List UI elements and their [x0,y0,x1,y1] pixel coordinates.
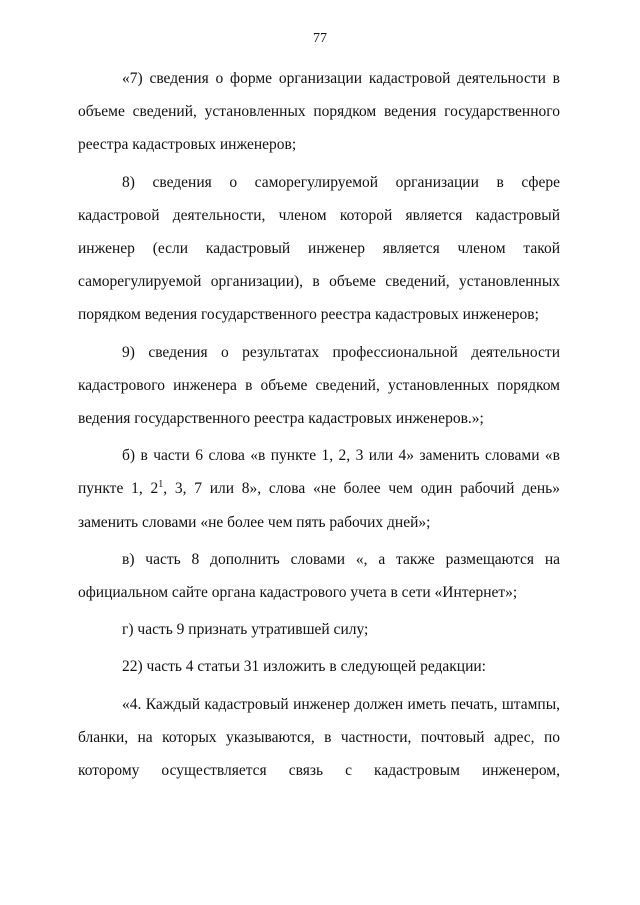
paragraph-article-4: «4. Каждый кадастровый инженер должен иметь печать, штампы, бланки, на которых указываются, в частности, почтовый адрес, по которому осуществляется связь с кадастровым инженером, [78,695,560,780]
paragraph-subitem-b-part2: , 3, 7 или 8», слова «не более чем один рабочий день» заменить словами «не более чем пять рабочих дней»; [78,480,560,531]
superscript-index: 1 [158,479,164,491]
paragraph-subitem-g: г) часть 9 признать утратившей силу; [122,621,369,639]
paragraph-subitem-b [78,439,560,539]
document-body [78,62,560,791]
paragraph-item-7: «7) сведения о форме организации кадастровой деятельности в объеме сведений, установленных порядком ведения государственного реестра кадастровых инженеров; [78,70,560,154]
paragraph-subitem-b-part1: б) в части 6 слова «в пункте 1, 2, 3 или 4» заменить словами «в пункте 1, 2 [78,447,560,498]
paragraph-item-8: 8) сведения о саморегулируемой организации в сфере кадастровой деятельности, членом которой является кадастровый инженер (если кадастровый инженер является членом такой саморегулируемой организации), в объеме сведений, установленных порядком ведения государственного реестра кадастровых инженеров; [78,173,560,324]
paragraph-subitem-v: в) часть 8 дополнить словами «, а также размещаются на официальном сайте органа кадастрового учета в сети «Интернет»; [78,550,560,602]
paragraph-item-9: 9) сведения о результатах профессиональной деятельности кадастрового инженера в объеме сведений, установленных порядком ведения государственного реестра кадастровых инженеров.»; [78,343,560,428]
paragraph-item-22: 22) часть 4 статьи 31 изложить в следующей редакции: [122,658,486,676]
page-number: 77 [313,31,327,46]
